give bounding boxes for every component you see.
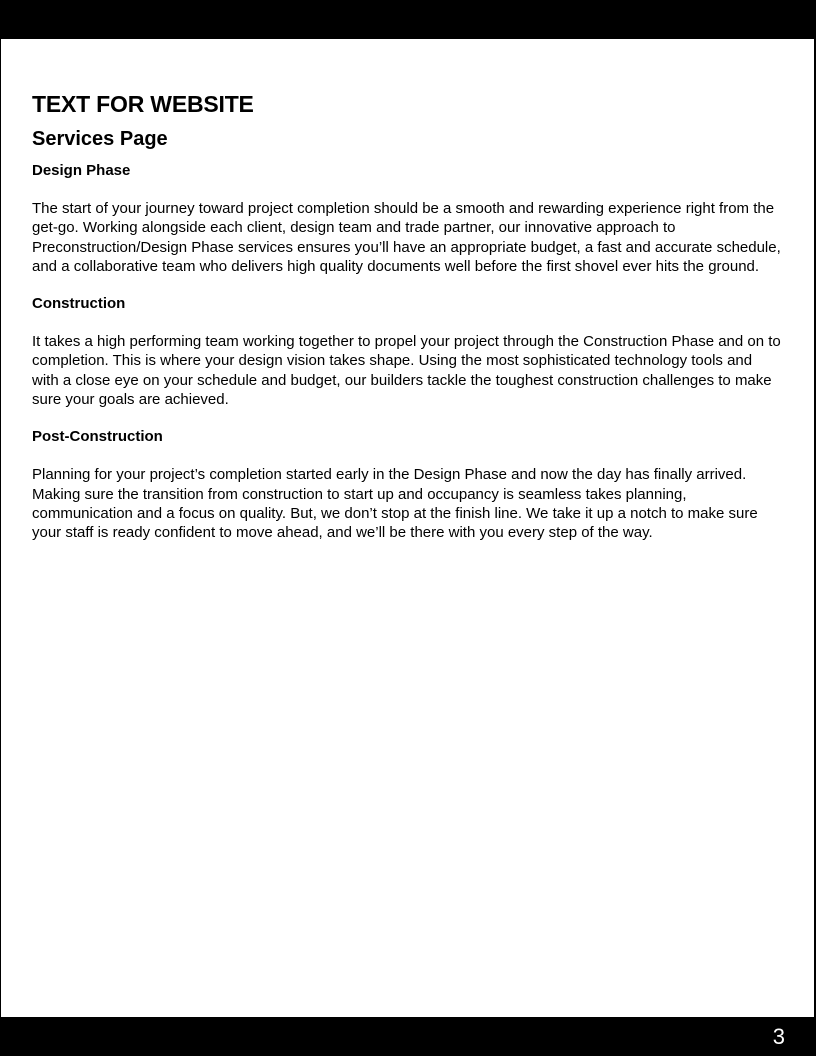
page-heading: Services Page — [32, 128, 168, 150]
document-page — [1, 39, 814, 1017]
document-title: TEXT FOR WEBSITE — [32, 91, 254, 117]
bottom-frame-bar — [0, 1017, 816, 1056]
page-number: 3 — [772, 1024, 785, 1049]
section-heading: Design Phase — [32, 162, 131, 179]
section-body: The start of your journey toward project completion should be a smooth and rewarding experience right from the get-go. Working alongside each client, design team and trade partner, our innovative approach to Preconstruction/Design Phase services ensures you’ll have an appropriate budget, a fast and accurate schedule, and a collaborative team who delivers high quality documents well before the first shovel ever hits the ground. — [32, 200, 781, 275]
section-construction — [32, 294, 782, 409]
section-body: It takes a high performing team working together to propel your project through the Construction Phase and on to completion. This is where your design vision takes shape. Using the most sophisticated technology tools and with a close eye on your schedule and budget, our builders tackle the toughest construction challenges to make sure your goals are achieved. — [32, 333, 781, 409]
section-post-construction — [32, 427, 782, 542]
section-design-phase — [32, 161, 782, 276]
section-heading: Post-Construction — [32, 428, 163, 446]
section-body: Planning for your project’s completion started early in the Design Phase and now the day has finally arrived. Making sure the transition from construction to start up and occupancy is seamless takes planning, communication and a focus on quality. But, we don’t stop at the finish line. We take it up a notch to make sure your staff is ready confident to move ahead, and we’ll be there with you every step of the way. — [32, 466, 758, 542]
top-frame-bar — [0, 0, 816, 39]
section-heading: Construction — [32, 295, 126, 313]
